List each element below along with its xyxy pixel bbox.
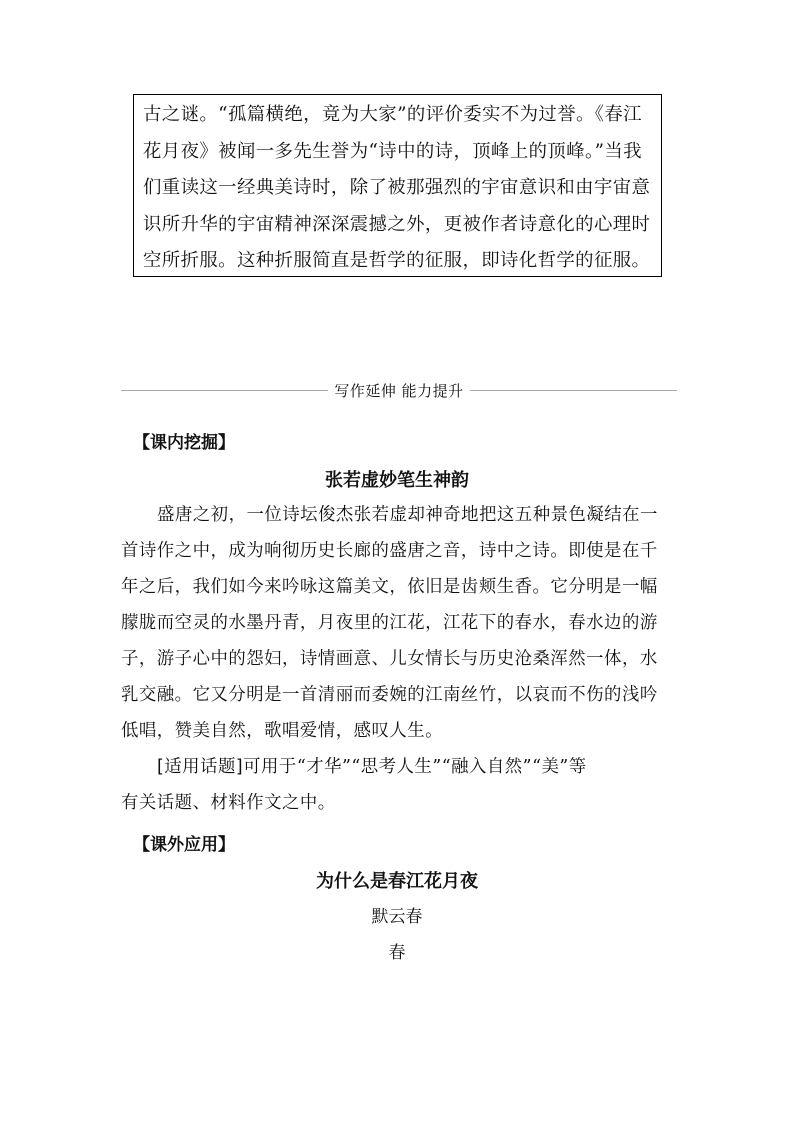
topic-tag: [适用话题] (157, 757, 244, 777)
excerpt-line: 古之谜。“孤篇横绝，竟为大家”的评价委实不为过誉。《春江 (143, 104, 642, 125)
topic-line (121, 749, 681, 785)
paragraph-line: 朦胧而空灵的水墨丹青，月夜里的江花，江花下的春水，春水边的游 (121, 613, 658, 633)
excerpt-line: 识所升华的宇宙精神深深震撼之外，更被作者诗意化的心理时 (143, 213, 651, 235)
excerpt-line: 花月夜》被闻一多先生誉为“诗中的诗，顶峰上的顶峰。”当我 (143, 140, 642, 162)
divider-label: 写作延伸 能力提升 (334, 381, 464, 400)
inclass-title: 张若虚妙笔生神韵 (325, 470, 469, 491)
paragraph-line: 年之后，我们如今来吟咏这篇美文，依旧是齿颊生香。它分明是一幅 (121, 577, 658, 597)
paragraph-line: 乳交融。它又分明是一首清丽而委婉的江南丝竹，以哀而不伤的浅吟 (121, 685, 658, 705)
divider-rule-left (121, 390, 328, 391)
paragraph-line: 盛唐之初，一位诗坛俊杰张若虚却神奇地把这五种景色凝结在一 (157, 505, 658, 525)
excerpt-line: 们重读这一经典美诗时，除了被那强烈的宇宙意识和由宇宙意 (143, 177, 651, 199)
excerpt-box (133, 94, 662, 277)
outside-title: 为什么是春江花月夜 (316, 871, 478, 892)
topic-text: 可用于“才华”“思考人生”“融入自然”“美”等 (243, 757, 587, 777)
inclass-heading: 【课内挖掘】 (133, 433, 235, 453)
section-divider (121, 378, 677, 402)
topic-line-continued: 有关话题、材料作文之中。 (121, 793, 336, 813)
outside-author: 默云春 (371, 907, 423, 927)
divider-rule-right (470, 390, 677, 391)
excerpt-line: 空所折服。这种折服简直是哲学的征服，即诗化哲学的征服。 (143, 250, 651, 272)
paragraph-line: 低唱，赞美自然，歌唱爱情，感叹人生。 (121, 721, 444, 741)
paragraph-line: 首诗作之中，成为响彻历史长廊的盛唐之音，诗中之诗。即使是在千 (121, 541, 658, 561)
paragraph-line: 子，游子心中的怨妇，诗情画意、儿女情长与历史沧桑浑然一体，水 (121, 649, 658, 669)
outside-subtitle: 春 (388, 943, 406, 963)
outside-heading: 【课外应用】 (133, 835, 235, 855)
inclass-paragraph (121, 497, 681, 821)
